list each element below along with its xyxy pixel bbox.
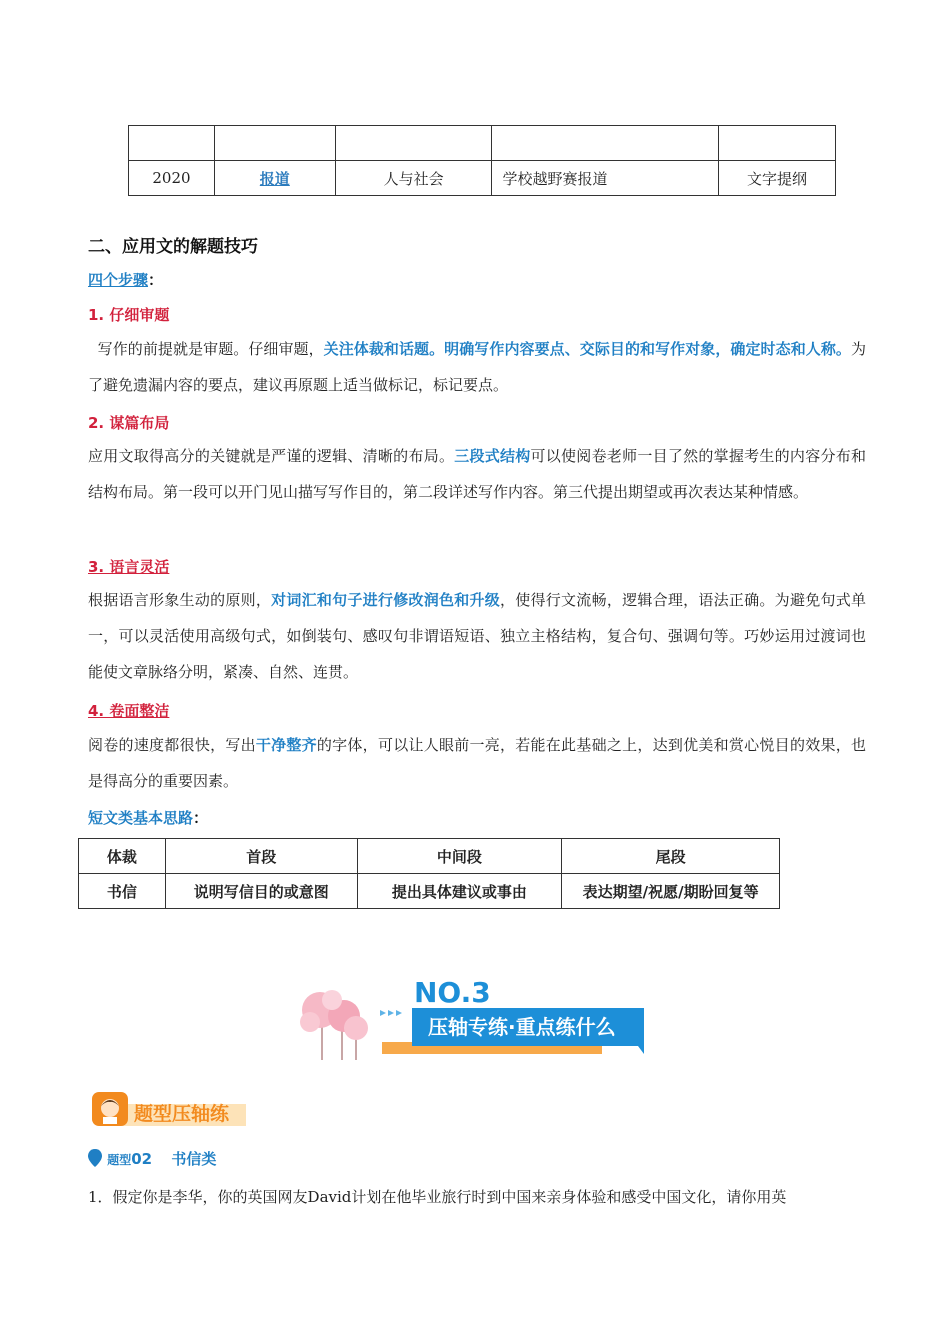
step-4-highlight: 干净整齐 <box>255 736 317 754</box>
table-cell: 说明写信目的或意图 <box>165 874 357 909</box>
short-text-heading <box>88 807 208 828</box>
arrow-decoration <box>380 1010 402 1016</box>
table-cell <box>335 126 492 161</box>
step-1-text-a: 写作的前提就是审题。仔细审题， <box>88 340 324 358</box>
section-banner <box>298 976 650 1066</box>
year-cell: 2020 <box>129 161 215 196</box>
step-2-paragraph <box>88 438 866 510</box>
step-3-highlight: 对词汇和句子进行修改润色和升级 <box>271 591 501 609</box>
step-1-text-b: 为了避免遗漏内容的要点，建议再原题上适当做标记，标记要点。 <box>88 340 866 394</box>
exam-topic-table <box>128 125 836 196</box>
step-4-paragraph <box>88 727 866 799</box>
table-cell <box>214 126 335 161</box>
table-header: 体裁 <box>79 839 166 874</box>
topic-cell: 学校越野赛报道 <box>492 161 719 196</box>
table-header: 首段 <box>165 839 357 874</box>
genre-link[interactable]: 报道 <box>259 169 290 188</box>
question-type-heading <box>88 1148 216 1169</box>
table-header: 中间段 <box>357 839 562 874</box>
question-type-number: 02 <box>131 1150 153 1168</box>
table-cell: 提出具体建议或事由 <box>357 874 562 909</box>
step-1-highlight: 关注体裁和话题。明确写作内容要点、交际目的和写作对象，确定时态和人称。 <box>323 340 851 358</box>
table-header: 尾段 <box>562 839 780 874</box>
step-1-paragraph <box>88 331 866 403</box>
section-title: 二、应用文的解题技巧 <box>88 237 258 257</box>
badge-graphic <box>92 1090 252 1130</box>
table-row <box>129 126 836 161</box>
four-steps-heading <box>88 269 163 290</box>
banner-number: NO.3 <box>414 976 491 1009</box>
question-text: 1．假定你是李华，你的英国网友David计划在他毕业旅行时到中国来亲身体验和感受中国文化，请你用英 <box>88 1188 787 1206</box>
tree-illustration <box>300 990 368 1060</box>
banner-graphic <box>298 976 650 1066</box>
step-1-title: 1. 仔细审题 <box>88 306 170 324</box>
table-row <box>129 161 836 196</box>
step-2-highlight: 三段式结构 <box>454 447 531 465</box>
four-steps-colon: ： <box>148 271 164 289</box>
step-3-paragraph <box>88 582 866 690</box>
table-row <box>79 874 780 909</box>
table-cell <box>492 126 719 161</box>
step-4-title: 4. 卷面整洁 <box>88 702 170 720</box>
practice-badge <box>92 1090 252 1130</box>
step-4-text-a: 阅卷的速度都很快，写出 <box>88 736 256 754</box>
four-steps-label: 四个步骤 <box>88 271 149 289</box>
genre-cell <box>214 161 335 196</box>
theme-cell: 人与社会 <box>335 161 492 196</box>
table-cell <box>719 126 836 161</box>
hint-cell: 文字提纲 <box>719 161 836 196</box>
table-cell: 表达期望/祝愿/期盼回复等 <box>562 874 780 909</box>
table-cell <box>129 126 215 161</box>
step-2-title: 2. 谋篇布局 <box>88 414 170 432</box>
banner-caption: 压轴专练·重点练什么 <box>428 1015 616 1039</box>
step-4-text-b: 的字体，可以让人眼前一亮，若能在此基础之上，达到优美和赏心悦目的效果，也是得高分的重要因素。 <box>88 736 866 790</box>
step-3-text-a: 根据语言形象生动的原则， <box>88 591 272 609</box>
step-3-text-b: ，使得行文流畅，逻辑合理，语法正确。为避免句式单一，可以灵活使用高级句式，如倒装句、感叹句非谓语短语、独立主格结构，复合句、强调句等。巧妙运用过渡词也能使文章脉络分明，紧凑、自然、连贯。 <box>88 591 866 681</box>
short-text-label: 短文类基本思路 <box>88 809 194 827</box>
question-type-tag: 题型 <box>107 1153 132 1167</box>
table-header-row <box>79 839 780 874</box>
short-text-colon: ： <box>193 809 209 827</box>
question-type-title: 书信类 <box>171 1150 217 1168</box>
step-2-text-b: 可以使阅卷老师一目了然的掌握考生的内容分布和结构布局。第一段可以开门见山描写写作目的，第二段详述写作内容。第三代提出期望或再次表达某种情感。 <box>88 447 866 501</box>
structure-table <box>78 838 780 909</box>
location-pin-icon <box>88 1149 102 1167</box>
step-2-text-a: 应用文取得高分的关键就是严谨的逻辑、清晰的布局。 <box>88 447 455 465</box>
table-cell: 书信 <box>79 874 166 909</box>
badge-label: 题型压轴练 <box>134 1103 230 1125</box>
step-3-title: 3. 语言灵活 <box>88 558 170 576</box>
